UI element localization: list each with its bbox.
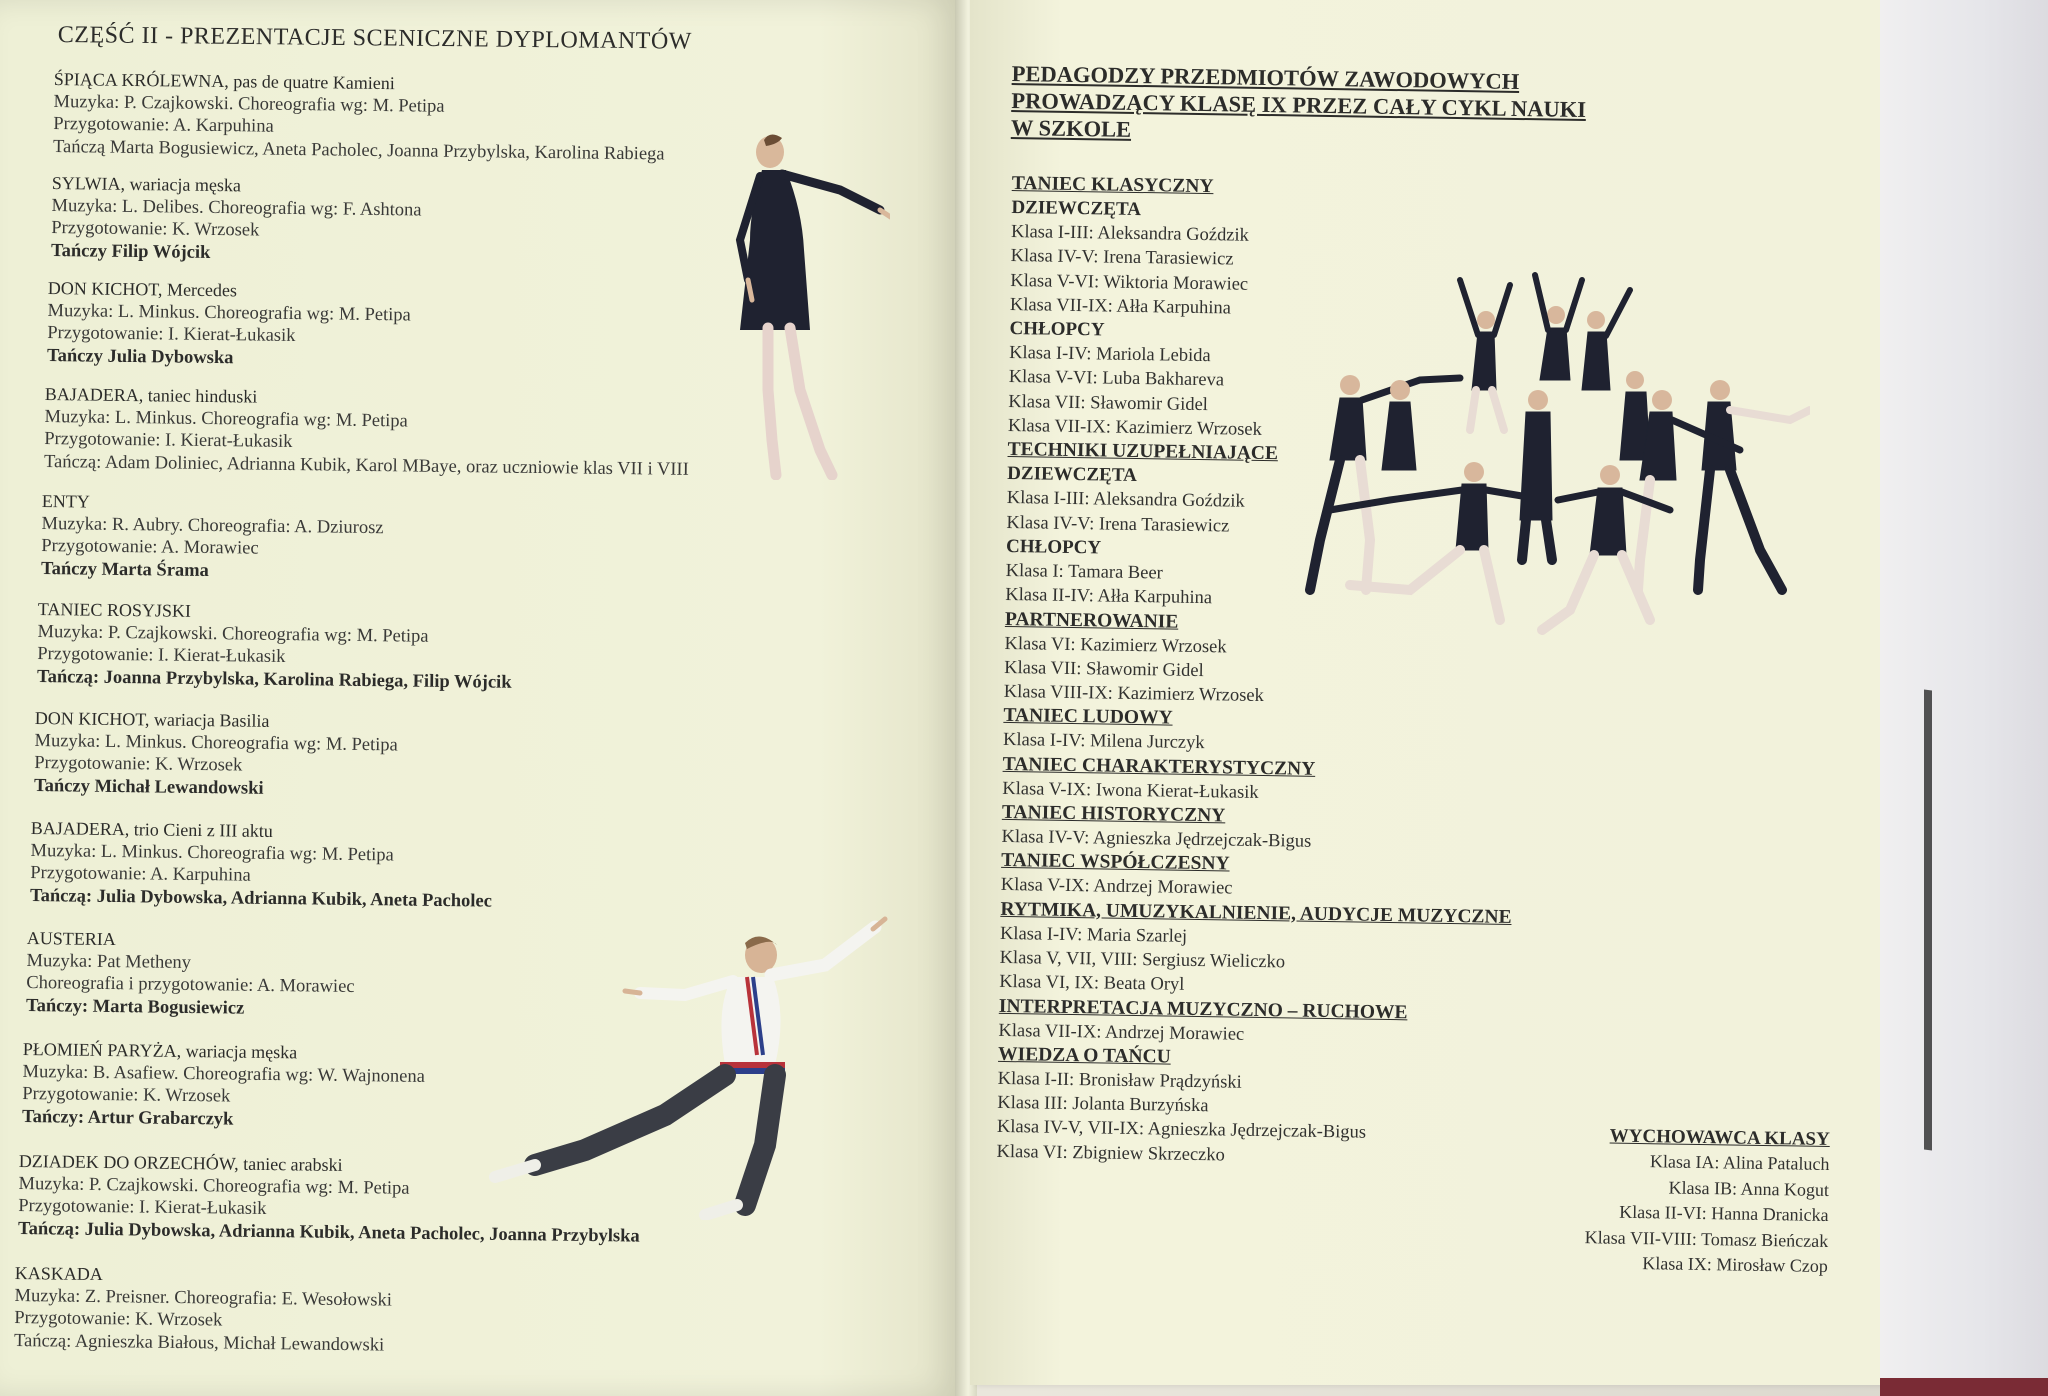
left-page-title: CZĘŚĆ II - PREZENTACJE SCENICZNE DYPLOMANTÓW: [57, 22, 693, 55]
program-item-preparation: Przygotowanie: A. Karpuhina: [53, 113, 274, 137]
program-item-taniec-rosyjski: [37, 598, 513, 694]
section-rytmika: [999, 898, 1512, 1003]
teacher-line: Klasa VII-IX: Ałła Karpuhina: [1009, 294, 1232, 319]
right-title-line: PROWADZĄCY KLASĘ IX PRZEZ CAŁY CYKL NAUKI: [1011, 87, 1587, 123]
program-item-music: Muzyka: B. Asafiew. Choreografia wg: W. Wajnonena: [22, 1061, 426, 1087]
program-item-preparation: Przygotowanie: K. Wrzosek: [22, 1083, 231, 1107]
teacher-line: Klasa V-VI: Luba Bakhareva: [1008, 367, 1225, 391]
program-item-dancers: Tańczą Marta Bogusiewicz, Aneta Pacholec, Joanna Przybylska, Karolina Rabiega: [52, 136, 665, 164]
right-title-line: PEDAGODZY PRZEDMIOTÓW ZAWODOWYCH: [1011, 60, 1520, 94]
section-title: TANIEC HISTORYCZNY: [1001, 801, 1226, 827]
program-item-music: Muzyka: L. Minkus. Choreografia wg: M. Petipa: [44, 406, 408, 431]
program-item-dancers: Tańczą: Agnieszka Białous, Michał Lewandowski: [13, 1330, 385, 1356]
program-item-title: DON KICHOT, Mercedes: [47, 277, 238, 301]
section-subtitle: DZIEWCZĘTA: [1011, 196, 1142, 221]
teachers-list: [996, 172, 1523, 1172]
teacher-line: Klasa VII: Sławomir Gidel: [1004, 657, 1204, 681]
program-item-title: TANIEC ROSYJSKI: [37, 598, 192, 621]
section-subtitle: CHŁOPCY: [1005, 535, 1102, 559]
program-item-title: PŁOMIEŃ PARYŻA, wariacja męska: [22, 1038, 298, 1063]
teacher-line: Klasa V-VI: Wiktoria Morawiec: [1010, 270, 1249, 295]
program-item-music: Muzyka: Z. Preisner. Choreografia: E. Wesołowski: [14, 1285, 393, 1311]
program-item-title: KASKADA: [14, 1262, 103, 1285]
program-item-music: Muzyka: L. Minkus. Choreografia wg: M. Petipa: [34, 730, 398, 755]
section-taniec-wspolczesny: [1001, 849, 1513, 905]
section-partnerowanie: [1004, 608, 1517, 713]
section-interpretacja: [998, 994, 1510, 1050]
program-item-dancers: Tańczy: Artur Grabarczyk: [21, 1106, 234, 1130]
section-taniec-ludowy: [1003, 704, 1515, 760]
program-item-preparation: Przygotowanie: K. Wrzosek: [51, 217, 260, 241]
teacher-line: Klasa IV-V, VII-IX: Agnieszka Jędrzejczak-Bigus: [996, 1117, 1367, 1144]
teacher-line: Klasa IV-V: Irena Tarasiewicz: [1006, 512, 1230, 537]
section-title: TANIEC WSPÓŁCZESNY: [1001, 850, 1230, 875]
program-item-dancers: Tańczą: Adam Doliniec, Adrianna Kubik, Karol MBaye, oraz uczniowie klas VII i VIII: [43, 451, 689, 480]
tutor-line: Klasa IB: Anna Kogut: [1668, 1176, 1830, 1200]
program-item-enty: [41, 490, 384, 584]
program-item-plomien-paryza: [22, 1038, 425, 1133]
tutor-line: Klasa II-VI: Hanna Dranicka: [1619, 1201, 1829, 1225]
program-item-preparation: Przygotowanie: I. Kierat-Łukasik: [44, 428, 293, 453]
program-item-music: Muzyka: L. Delibes. Choreografia wg: F. Ashtona: [51, 195, 422, 221]
program-item-title: AUSTERIA: [26, 927, 116, 950]
dark-page-edge: [1924, 689, 1932, 1150]
section-title: TANIEC LUDOWY: [1003, 705, 1173, 730]
section-title: TANIEC KLASYCZNY: [1011, 172, 1214, 198]
section-techniki-uzupelniajace: [1005, 438, 1519, 615]
paper-stack-edge: [1880, 0, 2048, 1396]
program-item-austeria: [26, 927, 355, 1021]
section-wiedza-o-tancu: [996, 1043, 1509, 1172]
teacher-line: Klasa I: Tamara Beer: [1005, 560, 1163, 584]
program-item-music: Muzyka: P. Czajkowski. Choreografia wg: M. Petipa: [53, 91, 445, 117]
right-page-title: [1011, 60, 1587, 150]
section-taniec-charakterystyczny: [1002, 753, 1514, 809]
program-item-title: SYLWIA, wariacja męska: [51, 172, 242, 196]
program-item-dancers: Tańczy Marta Śrama: [40, 558, 210, 581]
program-item-don-kichot-mercedes: [47, 277, 411, 371]
teacher-line: Klasa I-IV: Maria Szarlej: [999, 923, 1188, 947]
section-title: TANIEC CHARAKTERYSTYCZNY: [1002, 753, 1316, 780]
section-title: PARTNEROWANIE: [1004, 608, 1179, 633]
section-taniec-historyczny: [1001, 801, 1513, 857]
program-item-bajadera-hinduski: [44, 383, 690, 481]
red-cover-edge: [1880, 1378, 2048, 1396]
teacher-line: Klasa VI, IX: Beata Oryl: [999, 972, 1185, 996]
program-item-preparation: Przygotowanie: K. Wrzosek: [34, 752, 243, 776]
teacher-line: Klasa IV-V: Agnieszka Jędrzejczak-Bigus: [1001, 826, 1312, 852]
teacher-line: Klasa V, VII, VIII: Sergiusz Wieliczko: [999, 947, 1286, 973]
program-item-title: DON KICHOT, wariacja Basilia: [34, 707, 270, 731]
tutor-line: Klasa IA: Alina Pataluch: [1649, 1151, 1830, 1174]
program-item-bajadera-trio: [30, 817, 493, 913]
teacher-line: Klasa II-IV: Ałła Karpuhina: [1005, 585, 1213, 609]
program-item-don-kichot-basilia: [34, 707, 398, 801]
teacher-line: Klasa I-II: Bronisław Prądzyński: [997, 1068, 1242, 1093]
section-taniec-klasyczny: [1008, 172, 1523, 446]
tutor-line: Klasa IX: Mirosław Czop: [1642, 1253, 1828, 1276]
class-tutors-title: WYCHOWAWCA KLASY: [1609, 1125, 1830, 1150]
program-item-dancers: Tańczy Julia Dybowska: [46, 345, 234, 368]
teacher-line: Klasa VIII-IX: Kazimierz Wrzosek: [1003, 682, 1264, 707]
section-subtitle: DZIEWCZĘTA: [1007, 463, 1137, 487]
teacher-line: Klasa V-IX: Iwona Kierat-Łukasik: [1002, 778, 1259, 803]
program-item-preparation: Choreografia i przygotowanie: A. Morawiec: [26, 972, 355, 998]
teacher-line: Klasa I-III: Aleksandra Goździk: [1006, 488, 1245, 513]
program-item-dancers: Tańczy Michał Lewandowski: [33, 775, 264, 799]
section-subtitle: CHŁOPCY: [1009, 318, 1105, 341]
teacher-line: Klasa VI: Kazimierz Wrzosek: [1004, 633, 1227, 657]
teacher-line: Klasa VII: Sławomir Gidel: [1008, 391, 1209, 415]
program-item-preparation: Przygotowanie: A. Karpuhina: [30, 862, 251, 886]
program-item-dancers: Tańczą: Julia Dybowska, Adrianna Kubik, Aneta Pacholec, Joanna Przybylska: [17, 1218, 640, 1247]
section-title: WIEDZA O TAŃCU: [997, 1043, 1171, 1068]
teacher-line: Klasa VII-IX: Kazimierz Wrzosek: [1007, 416, 1263, 441]
program-item-music: Muzyka: P. Czajkowski. Choreografia wg: M. Petipa: [18, 1173, 410, 1199]
teacher-line: Klasa VI: Zbigniew Skrzeczko: [996, 1141, 1226, 1166]
program-item-kaskada: [14, 1262, 392, 1357]
program-item-title: BAJADERA, trio Cieni z III aktu: [30, 817, 273, 841]
program-item-music: Muzyka: R. Aubry. Choreografia: A. Dziurosz: [41, 513, 384, 538]
program-item-preparation: Przygotowanie: I. Kierat-Łukasik: [47, 322, 296, 347]
class-tutors: [1528, 1123, 1830, 1279]
program-item-title: DZIADEK DO ORZECHÓW, taniec arabski: [18, 1150, 343, 1175]
right-title-line: W SZKOLE: [1010, 114, 1132, 142]
program-item-music: Muzyka: L. Minkus. Choreografia wg: M. Petipa: [30, 840, 394, 865]
program-item-music: Muzyka: P. Czajkowski. Choreografia wg: M. Petipa: [37, 621, 429, 647]
program-item-sylwia: [51, 172, 422, 267]
teacher-line: Klasa I-III: Aleksandra Goździk: [1010, 221, 1250, 246]
program-item-title: BAJADERA, taniec hinduski: [44, 383, 258, 407]
program-item-title: ENTY: [41, 490, 90, 512]
teacher-line: Klasa I-IV: Mariola Lebida: [1008, 343, 1211, 367]
program-item-music: Muzyka: L. Minkus. Choreografia wg: M. Petipa: [47, 300, 411, 325]
teacher-line: Klasa V-IX: Andrzej Morawiec: [1000, 875, 1233, 899]
program-item-dancers: Tańczą: Joanna Przybylska, Karolina Rabiega, Filip Wójcik: [36, 666, 512, 693]
program-item-preparation: Przygotowanie: A. Morawiec: [41, 535, 259, 559]
section-title: INTERPRETACJA MUZYCZNO – RUCHOWE: [998, 995, 1408, 1023]
program-item-dancers: Tańczą: Julia Dybowska, Adrianna Kubik, Aneta Pacholec: [29, 885, 493, 912]
teacher-line: Klasa VII-IX: Andrzej Morawiec: [998, 1020, 1245, 1045]
program-item-preparation: Przygotowanie: I. Kierat-Łukasik: [37, 643, 286, 668]
program-item-preparation: Przygotowanie: I. Kierat-Łukasik: [18, 1195, 267, 1220]
section-title: TECHNIKI UZUPEŁNIAJĄCE: [1007, 439, 1279, 465]
program-item-music: Muzyka: Pat Metheny: [26, 950, 192, 973]
ballerina-photo: [720, 130, 890, 480]
section-title: RYTMIKA, UMUZYKALNIENIE, AUDYCJE MUZYCZNE: [1000, 898, 1512, 928]
tutor-line: Klasa VII-VIII: Tomasz Bieńczak: [1584, 1226, 1829, 1251]
teacher-line: Klasa III: Jolanta Burzyńska: [997, 1093, 1209, 1117]
teacher-line: Klasa I-IV: Milena Jurczyk: [1002, 730, 1205, 754]
teacher-line: Klasa IV-V: Irena Tarasiewicz: [1010, 246, 1234, 270]
program-item-title: ŚPIĄCA KRÓLEWNA, pas de quatre Kamieni: [53, 68, 395, 94]
program-item-dancers: Tańczy Filip Wójcik: [50, 240, 211, 263]
program-item-preparation: Przygotowanie: K. Wrzosek: [14, 1307, 223, 1331]
program-item-spiaca-krolewna: [53, 68, 666, 165]
program-item-dancers: Tańczy: Marta Bogusiewicz: [25, 995, 245, 1019]
program-item-dziadek-do-orzechow: [18, 1150, 641, 1248]
